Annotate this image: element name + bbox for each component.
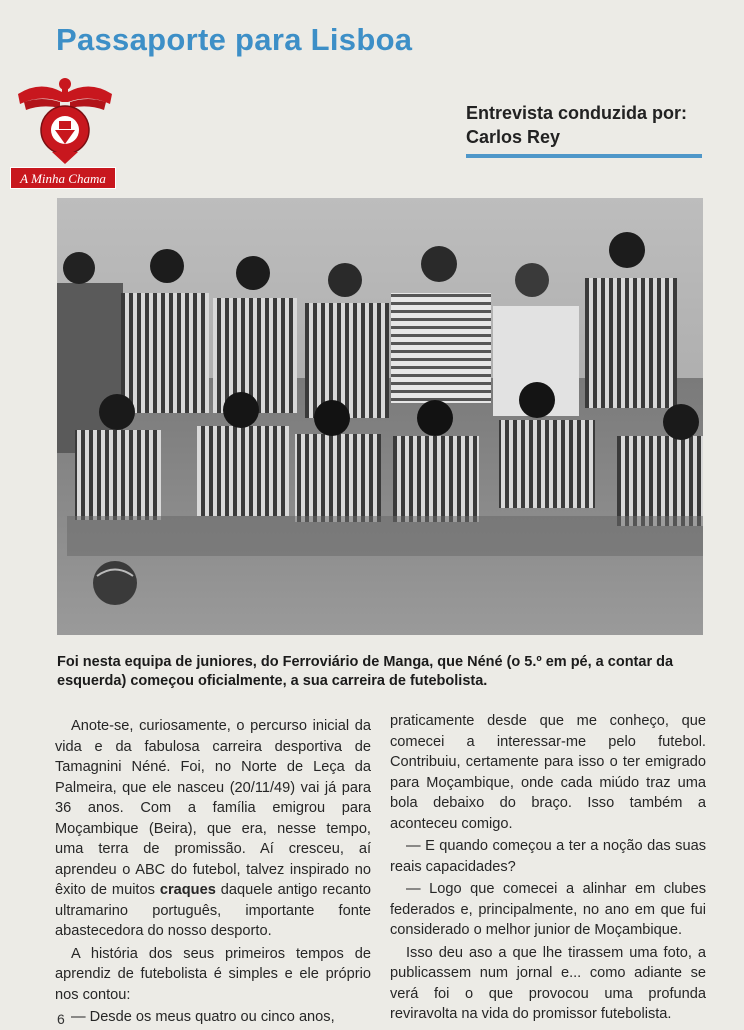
photo-caption: Foi nesta equipa de juniores, do Ferroviário de Manga, que Néné (o 5.º em pé, a contar da esquerda) começou oficialmente, a sua carreira de futebolista.	[57, 654, 674, 689]
paragraph: — E quando começou a ter a noção das suas reais capacidades?	[390, 838, 706, 875]
paragraph: Isso deu aso a que lhe tirassem uma foto, a publicassem num jornal e... como adiante se verá foi o que provocou uma profunda reviravolta na vida do promissor futebolista.	[390, 944, 706, 1022]
team-photo	[57, 198, 703, 635]
page-title: Passaporte para Lisboa	[56, 22, 413, 57]
article-column-left	[55, 716, 371, 1030]
byline-rule	[466, 154, 702, 158]
byline	[466, 101, 687, 149]
byline-heading: Entrevista conduzida por:	[466, 103, 688, 123]
bold-term: craques	[159, 882, 216, 898]
logo-label: A Minha Chama	[10, 167, 116, 189]
eagle-crest-icon	[10, 72, 120, 172]
paragraph: — Desde os meus quatro ou cinco anos,	[71, 1009, 335, 1025]
paragraph: A história dos seus primeiros tempos de aprendiz de futebolista é simples e ele próprio nos contou:	[55, 945, 371, 1003]
paragraph-text: daquele antigo recanto ultramarino português, importante fonte abastecedora do nosso desporto.	[55, 882, 371, 939]
paragraph: praticamente desde que me conheço, que comecei a interessar-me pelo futebol. Contribuiu, certamente para isso o ter emigrado para Moçambique, onde cada miúdo traz uma bola debaixo do braço. Isso também a aconteceu comigo.	[390, 713, 706, 832]
page-number: 6	[57, 1011, 65, 1027]
paragraph	[55, 716, 371, 942]
article-column-right	[390, 711, 706, 1027]
team-photo-icon	[57, 198, 703, 635]
byline-author: Carlos Rey	[466, 127, 561, 147]
paragraph: — Logo que comecei a alinhar em clubes federados e, principalmente, no ano em que fui considerado o melhor junior de Moçambique.	[390, 881, 706, 938]
paragraph-text: Anote-se, curiosamente, o percurso inicial da vida e da fabulosa carreira desportiva de Tamagnini Néné. Foi, no Norte de Leça da Palmeira, que ele nasceu (20/11/49) vai já para 36 anos. Com a família emigrou para Moçambique (Beira), que era, nesse tempo, uma terra de promissão. Aí cresceu, aí aprendeu o ABC do futebol, talvez inspirado no êxito de muitos	[55, 718, 371, 898]
